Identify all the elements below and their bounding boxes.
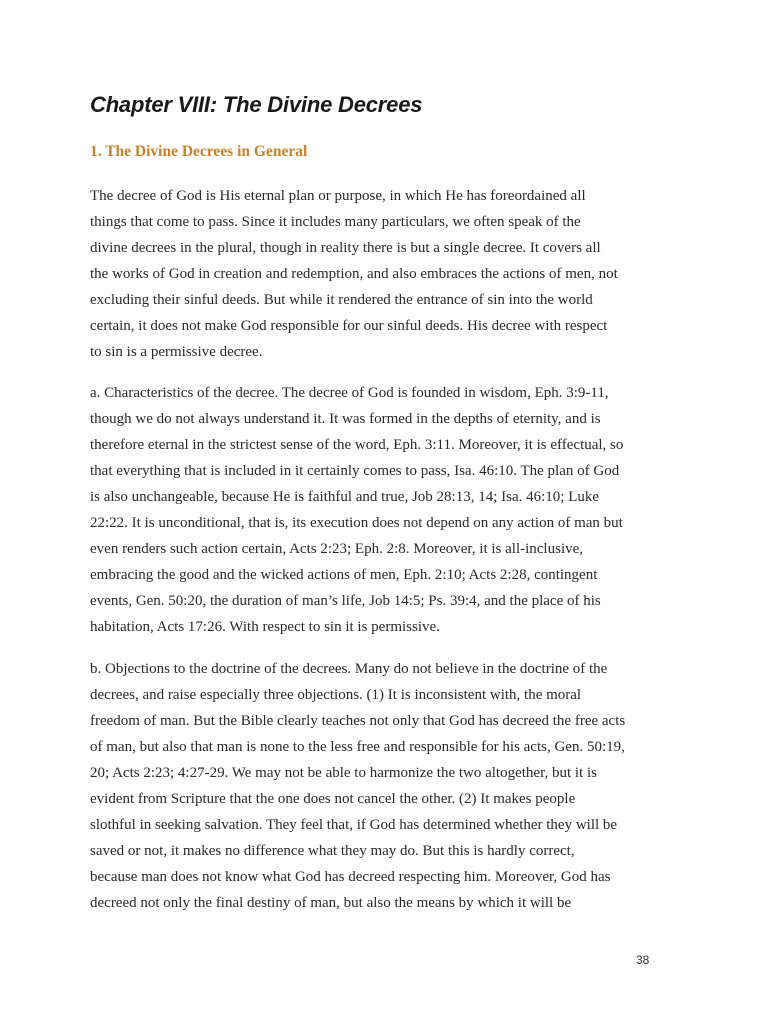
text-line: events, Gen. 50:20, the duration of man’s life, Job 14:5; Ps. 39:4, and the place of his xyxy=(90,593,601,609)
text-line: because man does not know what God has decreed respecting him. Moreover, God has xyxy=(90,869,611,885)
text-line: evident from Scripture that the one does not cancel the other. (2) It makes people xyxy=(90,791,576,807)
text-line: excluding their sinful deeds. But while it rendered the entrance of sin into the world xyxy=(90,292,593,308)
text-line: slothful in seeking salvation. They feel that, if God has determined whether they will be xyxy=(90,817,618,833)
text-line: certain, it does not make God responsible for our sinful deeds. His decree with respect xyxy=(90,318,608,334)
paragraph-objections xyxy=(90,656,690,916)
text-line: things that come to pass. Since it includes many particulars, we often speak of the xyxy=(90,214,581,230)
text-line: though we do not always understand it. It was formed in the depths of eternity, and is xyxy=(90,411,601,427)
text-line: a. Characteristics of the decree. The decree of God is founded in wisdom, Eph. 3:9-11, xyxy=(90,385,609,401)
text-line: even renders such action certain, Acts 2:23; Eph. 2:8. Moreover, it is all-inclusive, xyxy=(90,541,584,557)
text-line: The decree of God is His eternal plan or purpose, in which He has foreordained all xyxy=(90,188,586,204)
text-line: saved or not, it makes no difference what they may do. But this is hardly correct, xyxy=(90,843,575,859)
text-line: divine decrees in the plural, though in reality there is but a single decree. It covers all xyxy=(90,240,601,256)
text-line: embracing the good and the wicked actions of men, Eph. 2:10; Acts 2:28, contingent xyxy=(90,567,598,583)
text-line: 22:22. It is unconditional, that is, its execution does not depend on any action of man but xyxy=(90,515,623,531)
text-line: therefore eternal in the strictest sense of the word, Eph. 3:11. Moreover, it is effectual, so xyxy=(90,437,624,453)
text-line: the works of God in creation and redemption, and also embraces the actions of men, not xyxy=(90,266,618,282)
text-line: decrees, and raise especially three objections. (1) It is inconsistent with, the moral xyxy=(90,687,582,703)
text-line: b. Objections to the doctrine of the decrees. Many do not believe in the doctrine of the xyxy=(90,661,608,677)
text-line: habitation, Acts 17:26. With respect to sin it is permissive. xyxy=(90,619,440,635)
text-line: is also unchangeable, because He is faithful and true, Job 28:13, 14; Isa. 46:10; Luke xyxy=(90,489,600,505)
text-line: that everything that is included in it certainly comes to pass, Isa. 46:10. The plan of God xyxy=(90,463,620,479)
text-line: to sin is a permissive decree. xyxy=(90,344,263,360)
text-line: of man, but also that man is none to the less free and responsible for his acts, Gen. 50:19, xyxy=(90,739,625,755)
chapter-title: Chapter VIII: The Divine Decrees xyxy=(90,92,423,117)
text-line: freedom of man. But the Bible clearly teaches not only that God has decreed the free acts xyxy=(90,713,626,729)
paragraph-intro xyxy=(90,183,690,365)
text-line: 20; Acts 2:23; 4:27-29. We may not be able to harmonize the two altogether, but it is xyxy=(90,765,597,781)
text-line: decreed not only the final destiny of man, but also the means by which it will be xyxy=(90,895,572,911)
page-number: 38 xyxy=(636,953,650,967)
paragraph-characteristics xyxy=(90,380,690,640)
section-heading: 1. The Divine Decrees in General xyxy=(90,143,308,160)
